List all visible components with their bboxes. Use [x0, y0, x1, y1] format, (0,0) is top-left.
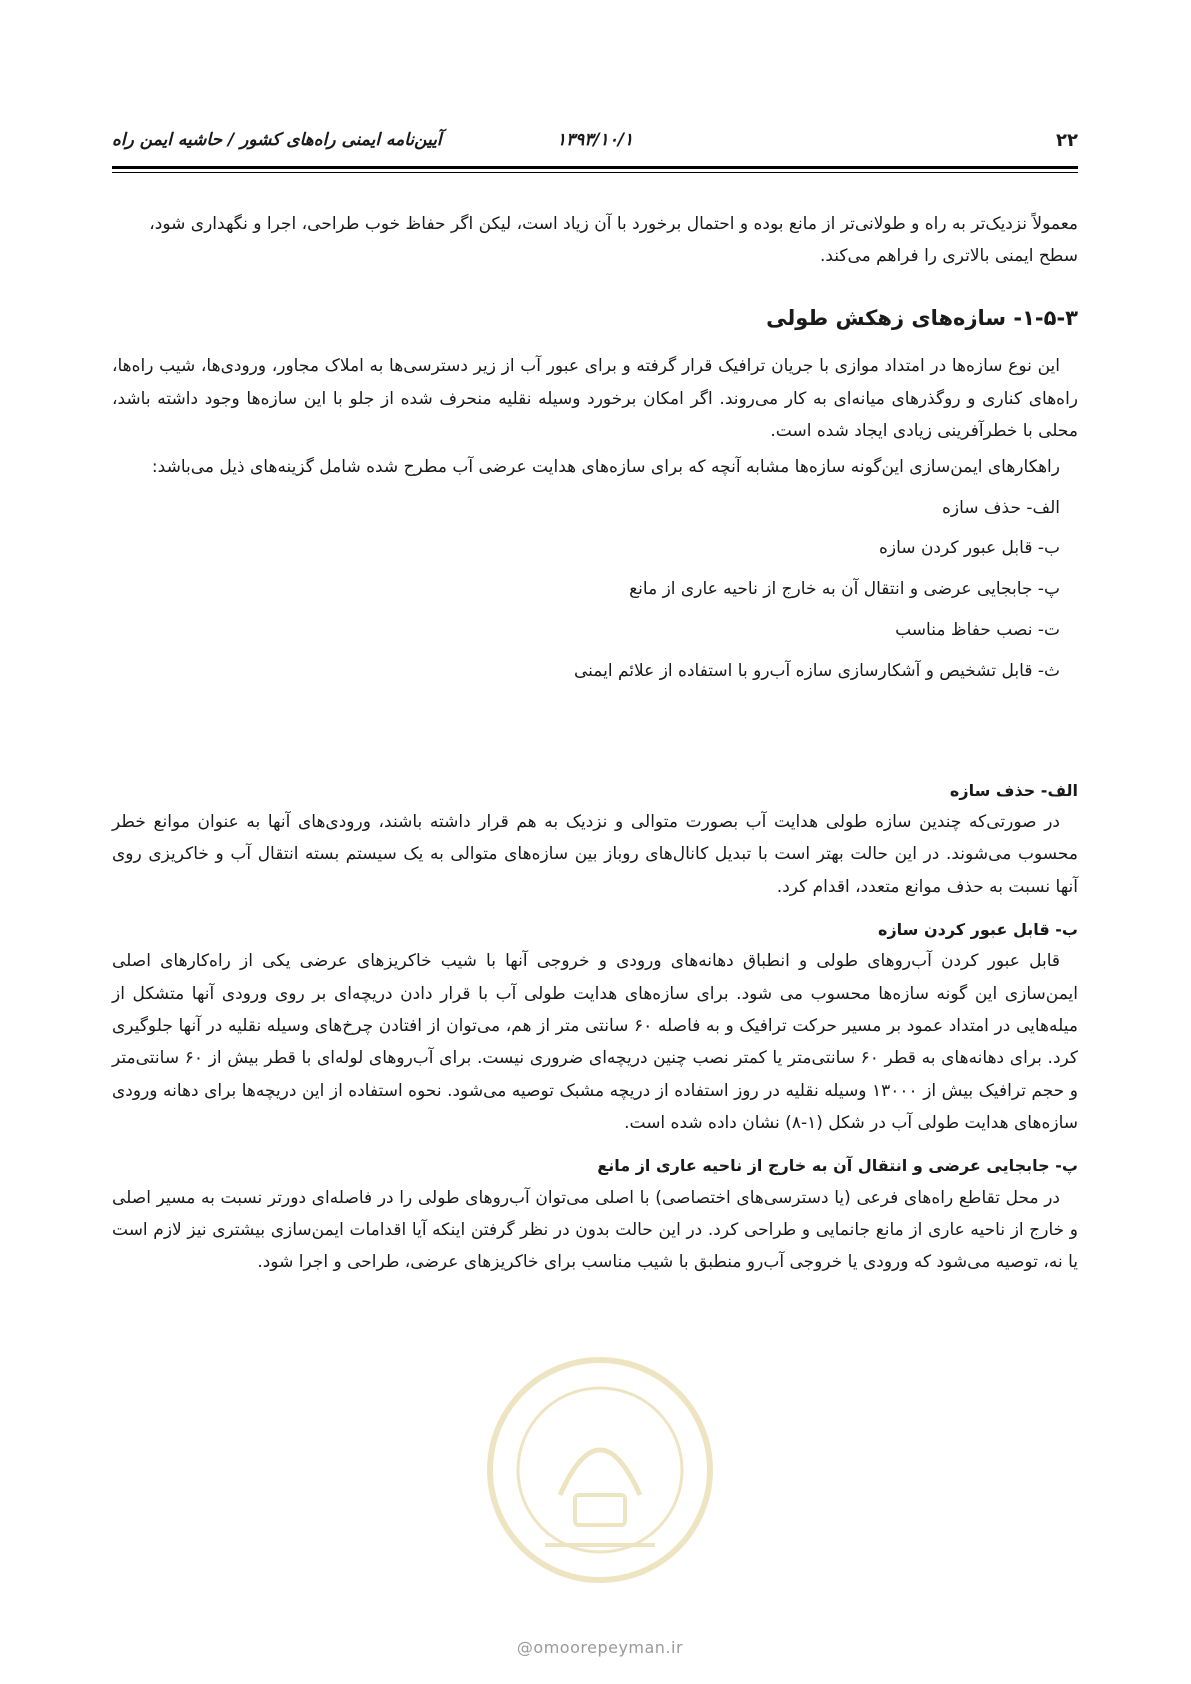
- section-paragraph-1: این نوع سازه‌ها در امتداد موازی با جریان ترافیک قرار گرفته و برای عبور آب از زیر دسترسی‌ها به املاک مجاور، ورودی‌ها، شیب راه‌ها، راه‌های کناری و روگذرهای میانه‌ای به کار می‌روند. اگر امکان برخورد وسیله نقلیه منحرف شده از جلو با این سازه‌ها وجود داشته باشد، محلی با خطرآفرینی زیادی ایجاد شده است.: [112, 356, 1078, 442]
- section-paragraph-2: راهکارهای ایمن‌سازی این‌گونه سازه‌ها مشابه آنچه که برای سازه‌های هدایت عرضی آب مطرح شده شامل گزینه‌های ذیل می‌باشد:: [151, 457, 1060, 478]
- subheading-alef: الف- حذف سازه: [949, 780, 1078, 800]
- document-body: [112, 208, 1078, 1278]
- option-item: ت- نصب حفاظ مناسب: [895, 620, 1060, 641]
- page-header: [112, 130, 1078, 160]
- paragraph-be: قابل عبور کردن آب‌روهای طولی و انطباق دهانه‌های ورودی و خروجی آنها با شیب خاکریزهای عرضی یکی از راه‌کارهای اصلی ایمن‌سازی این گونه سازه‌ها محسوب می شود. برای سازه‌های هدایت طولی آب با قرار دادن دریچه‌ای بر روی ورودی آنها متشکل از میله‌هایی در امتداد عمود بر مسیر حرکت ترافیک و به فاصله ۶۰ سانتی متر از هم، می‌توان از افتادن چرخ‌های وسیله نقلیه در آنها جلوگیری کرد. برای دهانه‌های به قطر ۶۰ سانتی‌متر یا کمتر نصب چنین دریچه‌ای ضروری نیست. برای آب‌روهای لوله‌ای با قطر بیش از ۶۰ سانتی‌متر و حجم ترافیک بیش از ۱۳۰۰۰ وسیله نقلیه در روز استفاده از دریچه مشبک توصیه می‌شود. نحوه استفاده از این دریچه‌ها برای دهانه ورودی سازه‌های هدایت طولی آب در شکل (۱-۸) نشان داده شده است.: [112, 951, 1078, 1133]
- subheading-be: ب- قابل عبور کردن سازه: [878, 919, 1078, 939]
- section-heading: ۱-۵-۳- سازه‌های زهکش طولی: [766, 305, 1078, 330]
- intro-line-1: معمولاً نزدیک‌تر به راه و طولانی‌تر از مانع بوده و احتمال برخورد با آن زیاد است، لیکن اگر حفاظ خوب طراحی، اجرا و نگهداری شود،: [149, 214, 1078, 234]
- intro-line-2: سطح ایمنی بالاتری را فراهم می‌کند.: [819, 246, 1078, 267]
- watermark-seal-icon: [475, 1345, 725, 1595]
- paragraph-alef: در صورتی‌که چندین سازه طولی هدایت آب بصورت متوالی و نزدیک به هم قرار داشته باشند، ورودی‌های آنها به عنوان موانع خطر محسوب می‌شوند. در این حالت بهتر است با تبدیل کانال‌های روباز بین سازه‌های متوالی به یک سیستم بسته انتقال آب و خاکریزی روی آنها نسبت به حذف موانع متعدد، اقدام کرد.: [112, 812, 1078, 897]
- header-date: ۱۳۹۳/۱۰/۱: [556, 130, 634, 150]
- watermark-text: @omoorepeyman.ir: [516, 1638, 684, 1657]
- option-item: الف- حذف سازه: [941, 497, 1060, 518]
- option-item: پ- جابجایی عرضی و انتقال آن به خارج از ناحیه عاری از مانع: [629, 579, 1060, 600]
- page-number: ۲۲: [1056, 130, 1078, 151]
- option-item: ب- قابل عبور کردن سازه: [879, 538, 1060, 559]
- paragraph-pe: در محل تقاطع راه‌های فرعی (یا دسترسی‌های اختصاصی) با اصلی می‌توان آب‌روهای طولی را در فاصله‌ای دورتر نسبت به مسیر اصلی و خارج از ناحیه عاری از مانع جانمایی و طراحی کرد. در این حالت بدون در نظر گرفتن اینکه آیا اقدامات ایمن‌سازی بیشتری نیز لازم است یا نه، توصیه می‌شود که ورودی یا خروجی آب‌رو منطبق با شیب مناسب برای خاکریزهای عرضی، طراحی و اجرا شود.: [112, 1187, 1078, 1273]
- subheading-pe: پ- جابجایی عرضی و انتقال آن به خارج از ناحیه عاری از مانع: [597, 1156, 1078, 1176]
- option-item: ث- قابل تشخیص و آشکارسازی سازه آب‌رو با استفاده از علائم ایمنی: [573, 660, 1060, 681]
- header-rule: [112, 166, 1078, 169]
- header-rule-thin: [112, 172, 1078, 173]
- options-list: [112, 488, 1078, 692]
- header-title: آیین‌نامه ایمنی راه‌های کشور / حاشیه ایمن راه: [112, 130, 442, 150]
